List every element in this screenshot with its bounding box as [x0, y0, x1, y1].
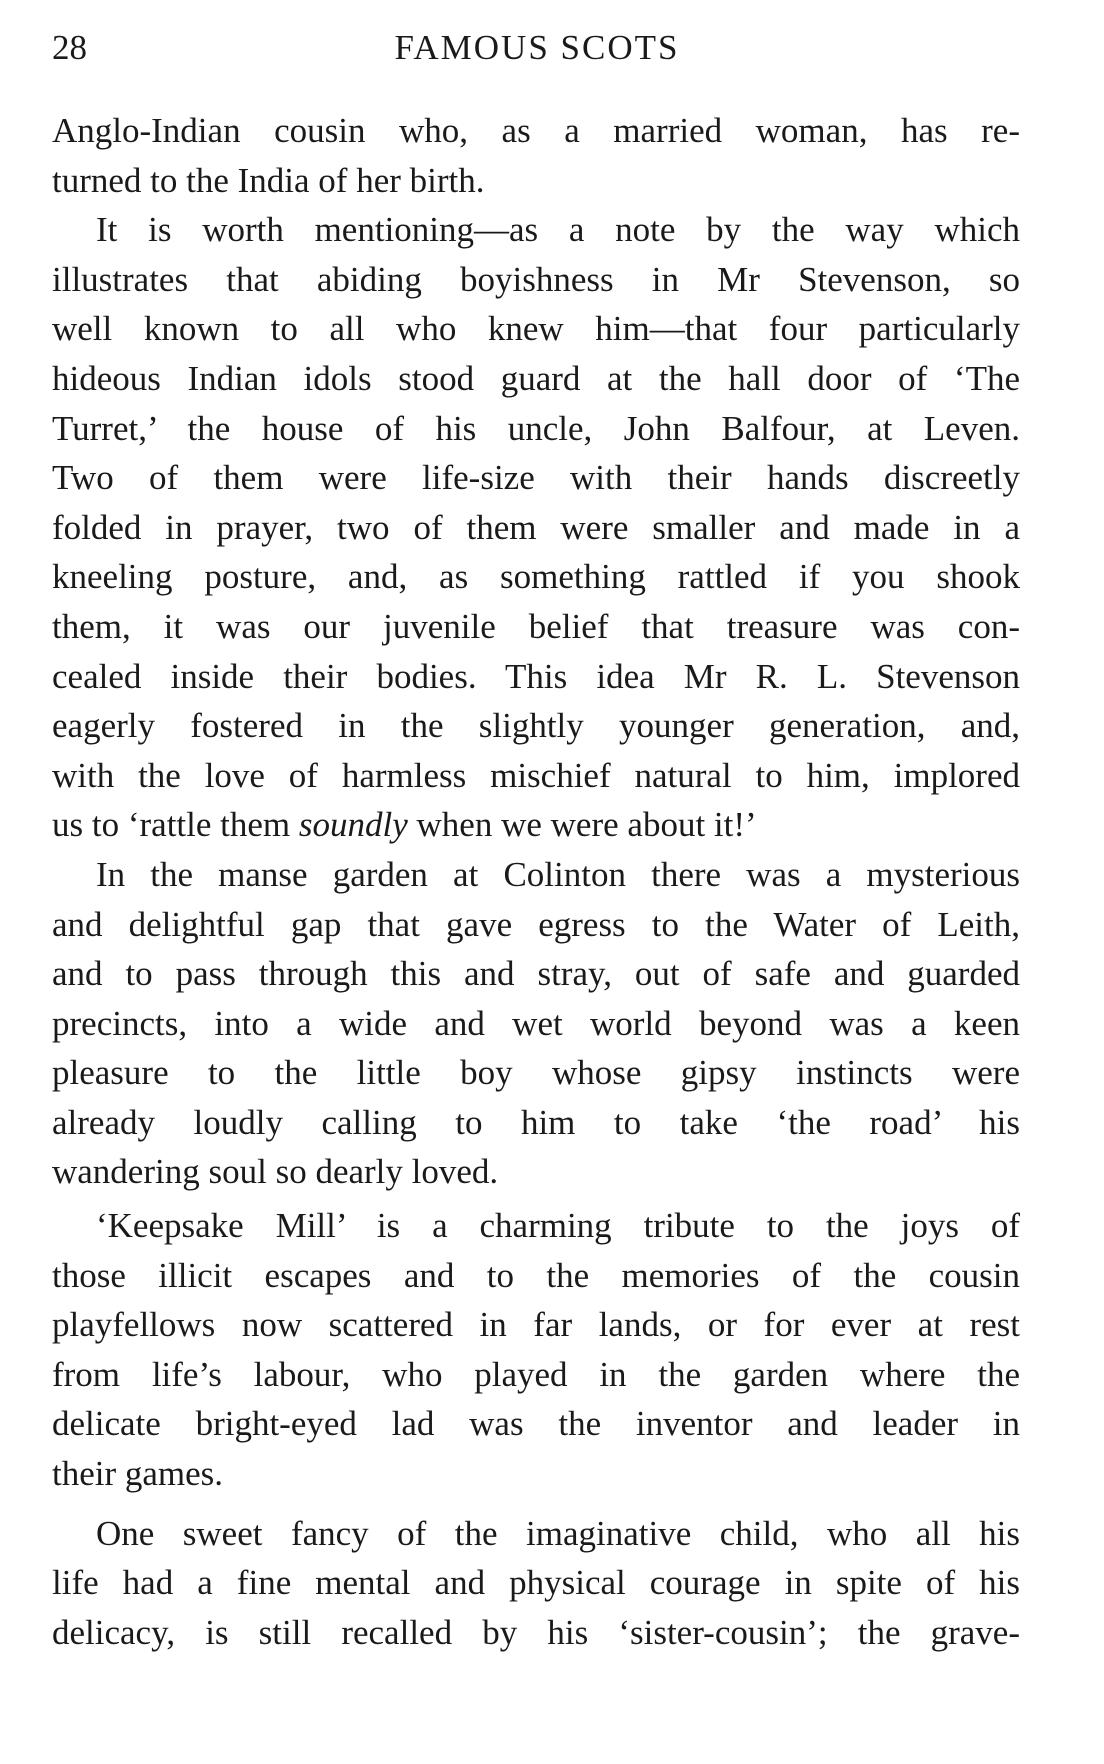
text-line: One sweet fancy of the imaginative child, who all his [96, 1513, 1020, 1553]
text-line: cealed inside their bodies. This idea Mr R. L. Stevenson [52, 656, 1020, 696]
text-line: delicate bright-eyed lad was the inventor and leader in [52, 1404, 1020, 1444]
text-line: turned to the India of her birth. [52, 160, 485, 200]
text-line: already loudly calling to him to take ‘the road’ his [52, 1102, 1020, 1142]
text-line: ‘Keepsake Mill’ is a charming tribute to the joys of [96, 1206, 1020, 1246]
page-number: 28 [52, 28, 87, 67]
text-line: pleasure to the little boy whose gipsy instincts were [52, 1053, 1020, 1093]
text-line: It is worth mentioning—as a note by the way which [96, 210, 1020, 250]
text-line: them, it was our juvenile belief that treasure was con- [52, 606, 1020, 646]
text-line: life had a fine mental and physical courage in spite of his [52, 1563, 1020, 1603]
text-line: those illicit escapes and to the memories of the cousin [52, 1255, 1020, 1295]
text-line: Turret,’ the house of his uncle, John Balfour, at Leven. [52, 408, 1020, 448]
text-line: folded in prayer, two of them were smaller and made in a [52, 507, 1020, 547]
text-line: precincts, into a wide and wet world beyond was a keen [52, 1003, 1020, 1043]
text-fragment: us to ‘rattle them [52, 805, 299, 845]
text-line: illustrates that abiding boyishness in Mr Stevenson, so [52, 259, 1020, 299]
running-head: FAMOUS SCOTS [394, 28, 680, 67]
page-header [52, 24, 1022, 74]
text-line: kneeling posture, and, as something rattled if you shook [52, 557, 1020, 597]
text-line-with-italic [52, 800, 1020, 850]
text-line: with the love of harmless mischief natural to him, implored [52, 755, 1020, 795]
text-line: wandering soul so dearly loved. [52, 1152, 499, 1192]
text-line: hideous Indian idols stood guard at the hall door of ‘The [52, 358, 1020, 398]
text-line: Anglo-Indian cousin who, as a married woman, has re- [52, 111, 1020, 150]
text-line: playfellows now scattered in far lands, or for ever at rest [52, 1305, 1020, 1345]
text-line: from life’s labour, who played in the garden where the [52, 1354, 1020, 1394]
text-line: eagerly fostered in the slightly younger generation, and, [52, 706, 1020, 746]
text-fragment: when we were about it!’ [407, 805, 757, 845]
italic-word: soundly [298, 805, 408, 845]
text-line: and delightful gap that gave egress to the Water of Leith, [52, 904, 1020, 944]
text-line: their games. [52, 1454, 224, 1494]
text-line: and to pass through this and stray, out of safe and guarded [52, 954, 1020, 994]
text-line: Two of them were life-size with their hands discreetly [52, 458, 1020, 498]
text-line: In the manse garden at Colinton there was a mysterious [96, 854, 1020, 894]
text-line: well known to all who knew him—that four particularly [52, 309, 1020, 349]
body-text [52, 106, 1020, 1657]
text-line: delicacy, is still recalled by his ‘sister-cousin’; the grave- [52, 1612, 1020, 1652]
